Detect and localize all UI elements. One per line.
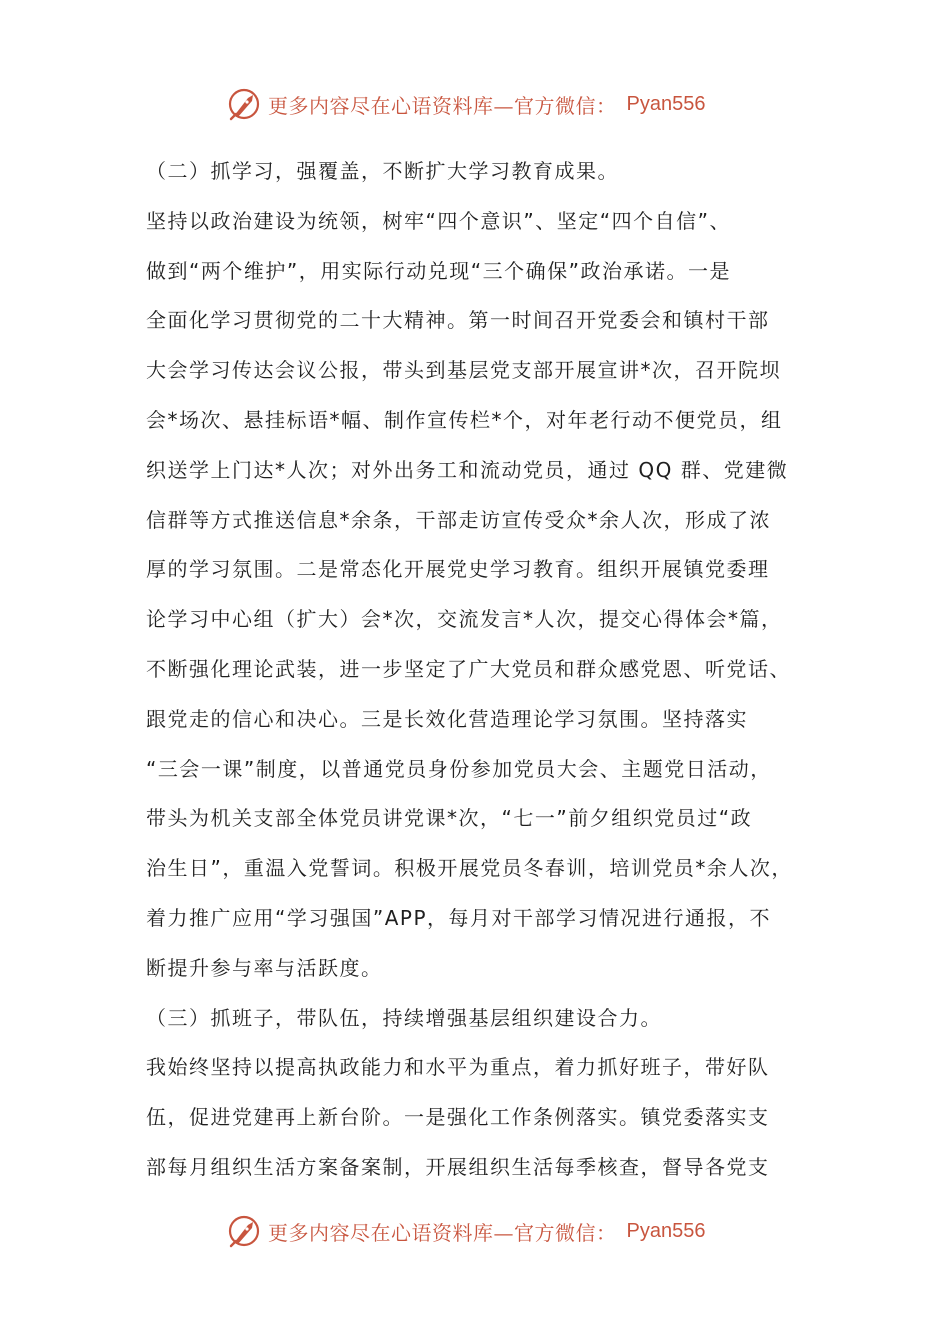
text-line: 断提升参与率与活跃度。 [146, 955, 383, 980]
text-line: 治生日”，重温入党誓词。积极开展党员冬春训，培训党员*余人次， [146, 856, 793, 881]
watermark-text: 更多内容尽在心语资料库—官方微信： [268, 1220, 617, 1245]
text-line: 跟党走的信心和决心。三是长效化营造理论学习氛围。坚持落实 [146, 706, 748, 731]
text-line: 伍，促进党建再上新台阶。一是强化工作条例落实。镇党委落实支 [146, 1105, 770, 1130]
text-line: 织送学上门达*人次；对外出务工和流动党员，通过 QQ 群、党建微 [146, 457, 789, 482]
text-line: 大会学习传达会议公报，带头到基层党支部开展宣讲*次，召开院坝 [146, 358, 781, 383]
text-line: 带头为机关支部全体党员讲党课*次，“七一”前夕组织党员过“政 [146, 806, 753, 831]
text-line: 着力推广应用“学习强国”APP，每月对干部学习情况进行通报，不 [146, 905, 772, 930]
text-line: 厚的学习氛围。二是常态化开展党史学习教育。组织开展镇党委理 [146, 557, 770, 582]
watermark-footer [226, 1211, 705, 1251]
document-body [146, 147, 828, 1193]
watermark-text: 更多内容尽在心语资料库—官方微信： [268, 93, 617, 118]
watermark-handle: Pyan556 [626, 1219, 706, 1242]
text-line: （二）抓学习，强覆盖，不断扩大学习教育成果。 [146, 159, 619, 183]
text-line: 会*场次、悬挂标语*幅、制作宣传栏*个，对年老行动不便党员，组 [146, 407, 783, 432]
text-line: 不断强化理论武装，进一步坚定了广大党员和群众感党恩、听党话、 [146, 656, 791, 681]
text-line: “三会一课”制度，以普通党员身份参加党员大会、主题党日活动， [146, 756, 772, 781]
text-line: 坚持以政治建设为统领，树牢“四个意识”、坚定“四个自信”、 [146, 208, 731, 233]
text-line: 做到“两个维护”，用实际行动兑现“三个确保”政治承诺。一是 [146, 258, 731, 283]
text-line: 论学习中心组（扩大）会*次，交流发言*人次，提交心得体会*篇， [146, 607, 783, 632]
text-line: 全面化学习贯彻党的二十大精神。第一时间召开党委会和镇村干部 [146, 308, 770, 333]
text-line: 部每月组织生活方案备案制，开展组织生活每季核查，督导各党支 [146, 1154, 770, 1179]
text-line: 我始终坚持以提高执政能力和水平为重点，着力抓好班子，带好队 [146, 1055, 770, 1080]
pen-nib-circle-icon [226, 1213, 262, 1249]
watermark-header [226, 84, 705, 124]
text-line: （三）抓班子，带队伍，持续增强基层组织建设合力。 [146, 1005, 662, 1030]
text-line: 信群等方式推送信息*余条，干部走访宣传受众*余人次，形成了浓 [146, 507, 771, 532]
watermark-handle: Pyan556 [626, 92, 706, 115]
pen-nib-circle-icon [226, 86, 262, 122]
